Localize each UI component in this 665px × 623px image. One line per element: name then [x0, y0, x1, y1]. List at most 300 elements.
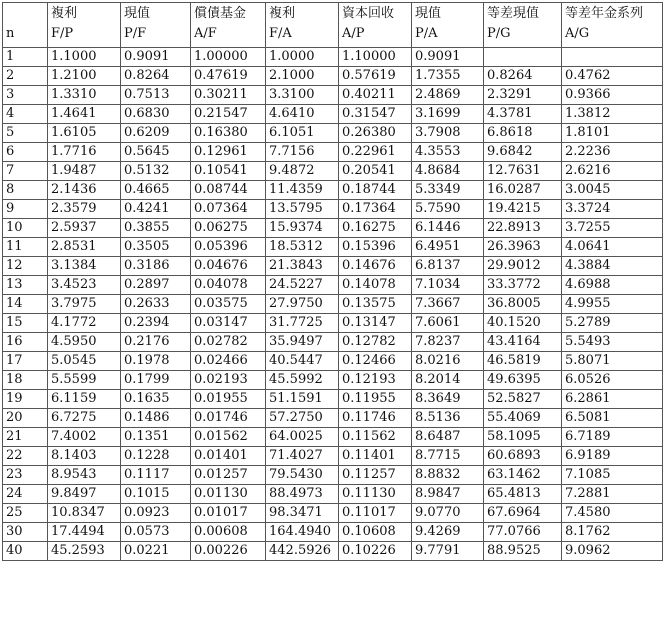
table-row [3, 219, 663, 238]
pf-cell: 0.1978 [121, 352, 191, 371]
fp-cell: 1.2100 [48, 67, 121, 86]
ap-cell: 0.14078 [339, 276, 412, 295]
pg-cell: 2.3291 [484, 86, 562, 105]
table-row [3, 390, 663, 409]
header-cell-pg [484, 3, 562, 48]
pa-cell: 7.1034 [412, 276, 484, 295]
ap-cell: 0.11401 [339, 447, 412, 466]
ap-cell: 0.11562 [339, 428, 412, 447]
fp-cell: 1.6105 [48, 124, 121, 143]
af-cell: 0.03147 [191, 314, 266, 333]
fa-cell: 13.5795 [266, 200, 339, 219]
pa-cell: 1.7355 [412, 67, 484, 86]
period-cell: 13 [3, 276, 48, 295]
ag-cell: 6.7189 [562, 428, 663, 447]
ag-cell: 9.0962 [562, 542, 663, 561]
period-cell: 7 [3, 162, 48, 181]
pg-cell: 9.6842 [484, 143, 562, 162]
pf-cell: 0.6209 [121, 124, 191, 143]
header-cell-pf [121, 3, 191, 48]
fa-cell: 35.9497 [266, 333, 339, 352]
ap-cell: 0.11017 [339, 504, 412, 523]
header-symbol: F/A [269, 26, 292, 41]
af-cell: 0.03575 [191, 295, 266, 314]
ag-cell: 0.4762 [562, 67, 663, 86]
pa-cell: 7.3667 [412, 295, 484, 314]
period-cell: 22 [3, 447, 48, 466]
period-cell: 10 [3, 219, 48, 238]
pf-cell: 0.1015 [121, 485, 191, 504]
af-cell: 0.01017 [191, 504, 266, 523]
ap-cell: 0.20541 [339, 162, 412, 181]
header-cell-af [191, 3, 266, 48]
pg-cell: 6.8618 [484, 124, 562, 143]
table-row [3, 485, 663, 504]
pa-cell: 6.8137 [412, 257, 484, 276]
fp-cell: 17.4494 [48, 523, 121, 542]
af-cell: 0.01955 [191, 390, 266, 409]
pg-cell: 19.4215 [484, 200, 562, 219]
fa-cell: 88.4973 [266, 485, 339, 504]
ag-cell: 7.1085 [562, 466, 663, 485]
pa-cell: 8.7715 [412, 447, 484, 466]
header-symbol: A/F [194, 26, 217, 41]
pf-cell: 0.3505 [121, 238, 191, 257]
pf-cell: 0.8264 [121, 67, 191, 86]
table-row [3, 314, 663, 333]
af-cell: 0.02466 [191, 352, 266, 371]
ap-cell: 0.10226 [339, 542, 412, 561]
ap-cell: 0.11746 [339, 409, 412, 428]
fp-cell: 10.8347 [48, 504, 121, 523]
period-cell: 8 [3, 181, 48, 200]
pf-cell: 0.1228 [121, 447, 191, 466]
pg-cell: 29.9012 [484, 257, 562, 276]
ap-cell: 0.11955 [339, 390, 412, 409]
period-cell: 21 [3, 428, 48, 447]
fp-cell: 6.7275 [48, 409, 121, 428]
table-row [3, 295, 663, 314]
header-cell-n [3, 3, 48, 48]
table-row [3, 542, 663, 561]
ap-cell: 0.11257 [339, 466, 412, 485]
pf-cell: 0.2633 [121, 295, 191, 314]
interest-factor-table [2, 2, 663, 561]
pa-cell: 9.0770 [412, 504, 484, 523]
pf-cell: 0.5645 [121, 143, 191, 162]
pf-cell: 0.2176 [121, 333, 191, 352]
ag-cell: 6.5081 [562, 409, 663, 428]
table-row [3, 523, 663, 542]
fp-cell: 1.1000 [48, 48, 121, 67]
pg-cell: 88.9525 [484, 542, 562, 561]
fa-cell: 3.3100 [266, 86, 339, 105]
fa-cell: 4.6410 [266, 105, 339, 124]
period-cell: 5 [3, 124, 48, 143]
pa-cell: 3.1699 [412, 105, 484, 124]
header-title: 複利 [51, 6, 78, 21]
af-cell: 0.08744 [191, 181, 266, 200]
ag-cell: 6.9189 [562, 447, 663, 466]
ap-cell: 0.11130 [339, 485, 412, 504]
header-title: 現值 [415, 6, 442, 21]
pf-cell: 0.2394 [121, 314, 191, 333]
ap-cell: 0.13575 [339, 295, 412, 314]
pg-cell: 46.5819 [484, 352, 562, 371]
fa-cell: 6.1051 [266, 124, 339, 143]
af-cell: 1.00000 [191, 48, 266, 67]
pf-cell: 0.3186 [121, 257, 191, 276]
af-cell: 0.04676 [191, 257, 266, 276]
pg-cell: 67.6964 [484, 504, 562, 523]
pg-cell: 65.4813 [484, 485, 562, 504]
pg-cell: 33.3772 [484, 276, 562, 295]
af-cell: 0.06275 [191, 219, 266, 238]
pa-cell: 9.7791 [412, 542, 484, 561]
fa-cell: 57.2750 [266, 409, 339, 428]
period-cell: 15 [3, 314, 48, 333]
table-row [3, 447, 663, 466]
header-title: 資本回收 [342, 6, 395, 21]
period-cell: 6 [3, 143, 48, 162]
period-cell: 3 [3, 86, 48, 105]
ap-cell: 0.26380 [339, 124, 412, 143]
header-cell-fp [48, 3, 121, 48]
pf-cell: 0.7513 [121, 86, 191, 105]
fa-cell: 15.9374 [266, 219, 339, 238]
period-cell: 30 [3, 523, 48, 542]
fa-cell: 2.1000 [266, 67, 339, 86]
ag-cell: 6.0526 [562, 371, 663, 390]
table-row [3, 143, 663, 162]
fp-cell: 5.5599 [48, 371, 121, 390]
header-cell-ap [339, 3, 412, 48]
fa-cell: 7.7156 [266, 143, 339, 162]
fp-cell: 1.4641 [48, 105, 121, 124]
pf-cell: 0.3855 [121, 219, 191, 238]
ap-cell: 0.15396 [339, 238, 412, 257]
pf-cell: 0.6830 [121, 105, 191, 124]
pg-cell: 55.4069 [484, 409, 562, 428]
fp-cell: 9.8497 [48, 485, 121, 504]
ap-cell: 0.57619 [339, 67, 412, 86]
ag-cell: 6.2861 [562, 390, 663, 409]
pg-cell: 0.8264 [484, 67, 562, 86]
af-cell: 0.01130 [191, 485, 266, 504]
pf-cell: 0.0573 [121, 523, 191, 542]
table-row [3, 352, 663, 371]
table-row [3, 276, 663, 295]
ap-cell: 0.13147 [339, 314, 412, 333]
period-cell: 2 [3, 67, 48, 86]
ap-cell: 0.16275 [339, 219, 412, 238]
pa-cell: 5.7590 [412, 200, 484, 219]
ap-cell: 0.17364 [339, 200, 412, 219]
pf-cell: 0.2897 [121, 276, 191, 295]
ag-cell: 1.3812 [562, 105, 663, 124]
period-cell: 11 [3, 238, 48, 257]
header-title: 等差現值 [487, 6, 540, 21]
ag-cell: 7.4580 [562, 504, 663, 523]
header-row [3, 3, 663, 48]
table-row [3, 428, 663, 447]
fp-cell: 3.4523 [48, 276, 121, 295]
table-row [3, 105, 663, 124]
table-row [3, 257, 663, 276]
fp-cell: 4.5950 [48, 333, 121, 352]
header-symbol: P/A [415, 26, 438, 41]
af-cell: 0.07364 [191, 200, 266, 219]
pg-cell: 36.8005 [484, 295, 562, 314]
fp-cell: 3.7975 [48, 295, 121, 314]
fa-cell: 71.4027 [266, 447, 339, 466]
pg-cell: 43.4164 [484, 333, 562, 352]
table-row [3, 371, 663, 390]
af-cell: 0.00226 [191, 542, 266, 561]
header-title: 償債基金 [194, 6, 247, 21]
fp-cell: 2.3579 [48, 200, 121, 219]
ag-cell: 2.2236 [562, 143, 663, 162]
af-cell: 0.30211 [191, 86, 266, 105]
period-cell: 24 [3, 485, 48, 504]
ap-cell: 0.14676 [339, 257, 412, 276]
fa-cell: 98.3471 [266, 504, 339, 523]
fp-cell: 2.8531 [48, 238, 121, 257]
fa-cell: 64.0025 [266, 428, 339, 447]
period-cell: 19 [3, 390, 48, 409]
pf-cell: 0.0923 [121, 504, 191, 523]
header-title: 等差年金系列 [565, 6, 644, 21]
pg-cell: 49.6395 [484, 371, 562, 390]
pg-cell: 52.5827 [484, 390, 562, 409]
ag-cell: 4.9955 [562, 295, 663, 314]
pa-cell: 8.5136 [412, 409, 484, 428]
period-cell: 16 [3, 333, 48, 352]
period-cell: 14 [3, 295, 48, 314]
af-cell: 0.21547 [191, 105, 266, 124]
pf-cell: 0.1486 [121, 409, 191, 428]
ap-cell: 0.12466 [339, 352, 412, 371]
fp-cell: 6.1159 [48, 390, 121, 409]
pg-cell: 22.8913 [484, 219, 562, 238]
ag-cell [562, 48, 663, 67]
period-cell: 18 [3, 371, 48, 390]
pa-cell: 8.9847 [412, 485, 484, 504]
pg-cell: 40.1520 [484, 314, 562, 333]
ap-cell: 0.12782 [339, 333, 412, 352]
fa-cell: 21.3843 [266, 257, 339, 276]
af-cell: 0.16380 [191, 124, 266, 143]
af-cell: 0.01257 [191, 466, 266, 485]
pf-cell: 0.1351 [121, 428, 191, 447]
pg-cell: 58.1095 [484, 428, 562, 447]
header-cell-fa [266, 3, 339, 48]
ap-cell: 0.10608 [339, 523, 412, 542]
ap-cell: 0.40211 [339, 86, 412, 105]
pg-cell: 77.0766 [484, 523, 562, 542]
ag-cell: 3.7255 [562, 219, 663, 238]
table-row [3, 238, 663, 257]
fa-cell: 27.9750 [266, 295, 339, 314]
fa-cell: 11.4359 [266, 181, 339, 200]
period-cell: 20 [3, 409, 48, 428]
fp-cell: 7.4002 [48, 428, 121, 447]
fa-cell: 45.5992 [266, 371, 339, 390]
ap-cell: 0.31547 [339, 105, 412, 124]
header-symbol: A/P [342, 26, 365, 41]
pa-cell: 4.3553 [412, 143, 484, 162]
ap-cell: 0.12193 [339, 371, 412, 390]
pg-cell: 16.0287 [484, 181, 562, 200]
pg-cell: 26.3963 [484, 238, 562, 257]
pf-cell: 0.9091 [121, 48, 191, 67]
pa-cell: 4.8684 [412, 162, 484, 181]
ag-cell: 5.2789 [562, 314, 663, 333]
pf-cell: 0.4665 [121, 181, 191, 200]
af-cell: 0.01562 [191, 428, 266, 447]
header-cell-ag [562, 3, 663, 48]
pa-cell: 7.6061 [412, 314, 484, 333]
table-row [3, 409, 663, 428]
period-cell: 25 [3, 504, 48, 523]
header-cell-pa [412, 3, 484, 48]
af-cell: 0.04078 [191, 276, 266, 295]
pa-cell: 8.0216 [412, 352, 484, 371]
fp-cell: 1.3310 [48, 86, 121, 105]
fp-cell: 4.1772 [48, 314, 121, 333]
period-cell: 12 [3, 257, 48, 276]
ag-cell: 3.0045 [562, 181, 663, 200]
pg-cell: 63.1462 [484, 466, 562, 485]
af-cell: 0.01401 [191, 447, 266, 466]
fp-cell: 2.1436 [48, 181, 121, 200]
pa-cell: 8.6487 [412, 428, 484, 447]
table-header [3, 3, 663, 48]
header-title: 複利 [269, 6, 296, 21]
period-cell: 1 [3, 48, 48, 67]
af-cell: 0.10541 [191, 162, 266, 181]
table-row [3, 162, 663, 181]
pg-cell: 12.7631 [484, 162, 562, 181]
ag-cell: 4.0641 [562, 238, 663, 257]
header-title: 現值 [124, 6, 151, 21]
table-row [3, 333, 663, 352]
pf-cell: 0.1635 [121, 390, 191, 409]
header-label: n [6, 26, 15, 41]
pa-cell: 6.4951 [412, 238, 484, 257]
fa-cell: 1.0000 [266, 48, 339, 67]
ag-cell: 5.5493 [562, 333, 663, 352]
table-row [3, 86, 663, 105]
ag-cell: 4.6988 [562, 276, 663, 295]
fa-cell: 79.5430 [266, 466, 339, 485]
ap-cell: 0.22961 [339, 143, 412, 162]
pf-cell: 0.1799 [121, 371, 191, 390]
fa-cell: 40.5447 [266, 352, 339, 371]
fa-cell: 18.5312 [266, 238, 339, 257]
fa-cell: 9.4872 [266, 162, 339, 181]
pg-cell [484, 48, 562, 67]
pa-cell: 5.3349 [412, 181, 484, 200]
ag-cell: 1.8101 [562, 124, 663, 143]
ag-cell: 3.3724 [562, 200, 663, 219]
fp-cell: 1.9487 [48, 162, 121, 181]
ag-cell: 7.2881 [562, 485, 663, 504]
table-body [3, 48, 663, 561]
pa-cell: 6.1446 [412, 219, 484, 238]
ag-cell: 4.3884 [562, 257, 663, 276]
period-cell: 40 [3, 542, 48, 561]
ag-cell: 5.8071 [562, 352, 663, 371]
fa-cell: 164.4940 [266, 523, 339, 542]
table-row [3, 48, 663, 67]
ag-cell: 0.9366 [562, 86, 663, 105]
pf-cell: 0.4241 [121, 200, 191, 219]
table-row [3, 504, 663, 523]
ag-cell: 8.1762 [562, 523, 663, 542]
af-cell: 0.05396 [191, 238, 266, 257]
fa-cell: 442.5926 [266, 542, 339, 561]
pa-cell: 8.8832 [412, 466, 484, 485]
period-cell: 4 [3, 105, 48, 124]
period-cell: 17 [3, 352, 48, 371]
af-cell: 0.00608 [191, 523, 266, 542]
pa-cell: 3.7908 [412, 124, 484, 143]
af-cell: 0.01746 [191, 409, 266, 428]
pa-cell: 8.2014 [412, 371, 484, 390]
af-cell: 0.02782 [191, 333, 266, 352]
pa-cell: 0.9091 [412, 48, 484, 67]
ap-cell: 0.18744 [339, 181, 412, 200]
fp-cell: 1.7716 [48, 143, 121, 162]
header-symbol: A/G [565, 26, 590, 41]
fp-cell: 45.2593 [48, 542, 121, 561]
table-row [3, 200, 663, 219]
pa-cell: 2.4869 [412, 86, 484, 105]
pf-cell: 0.1117 [121, 466, 191, 485]
pa-cell: 8.3649 [412, 390, 484, 409]
fa-cell: 51.1591 [266, 390, 339, 409]
period-cell: 23 [3, 466, 48, 485]
ap-cell: 1.10000 [339, 48, 412, 67]
fa-cell: 31.7725 [266, 314, 339, 333]
header-symbol: F/P [51, 26, 74, 41]
pf-cell: 0.5132 [121, 162, 191, 181]
fa-cell: 24.5227 [266, 276, 339, 295]
pa-cell: 9.4269 [412, 523, 484, 542]
pg-cell: 60.6893 [484, 447, 562, 466]
fp-cell: 5.0545 [48, 352, 121, 371]
fp-cell: 2.5937 [48, 219, 121, 238]
table-row [3, 466, 663, 485]
fp-cell: 8.1403 [48, 447, 121, 466]
table-row [3, 181, 663, 200]
period-cell: 9 [3, 200, 48, 219]
af-cell: 0.12961 [191, 143, 266, 162]
pa-cell: 7.8237 [412, 333, 484, 352]
af-cell: 0.02193 [191, 371, 266, 390]
header-symbol: P/G [487, 26, 511, 41]
pg-cell: 4.3781 [484, 105, 562, 124]
pf-cell: 0.0221 [121, 542, 191, 561]
table-row [3, 67, 663, 86]
af-cell: 0.47619 [191, 67, 266, 86]
header-symbol: P/F [124, 26, 147, 41]
fp-cell: 3.1384 [48, 257, 121, 276]
table-row [3, 124, 663, 143]
fp-cell: 8.9543 [48, 466, 121, 485]
ag-cell: 2.6216 [562, 162, 663, 181]
